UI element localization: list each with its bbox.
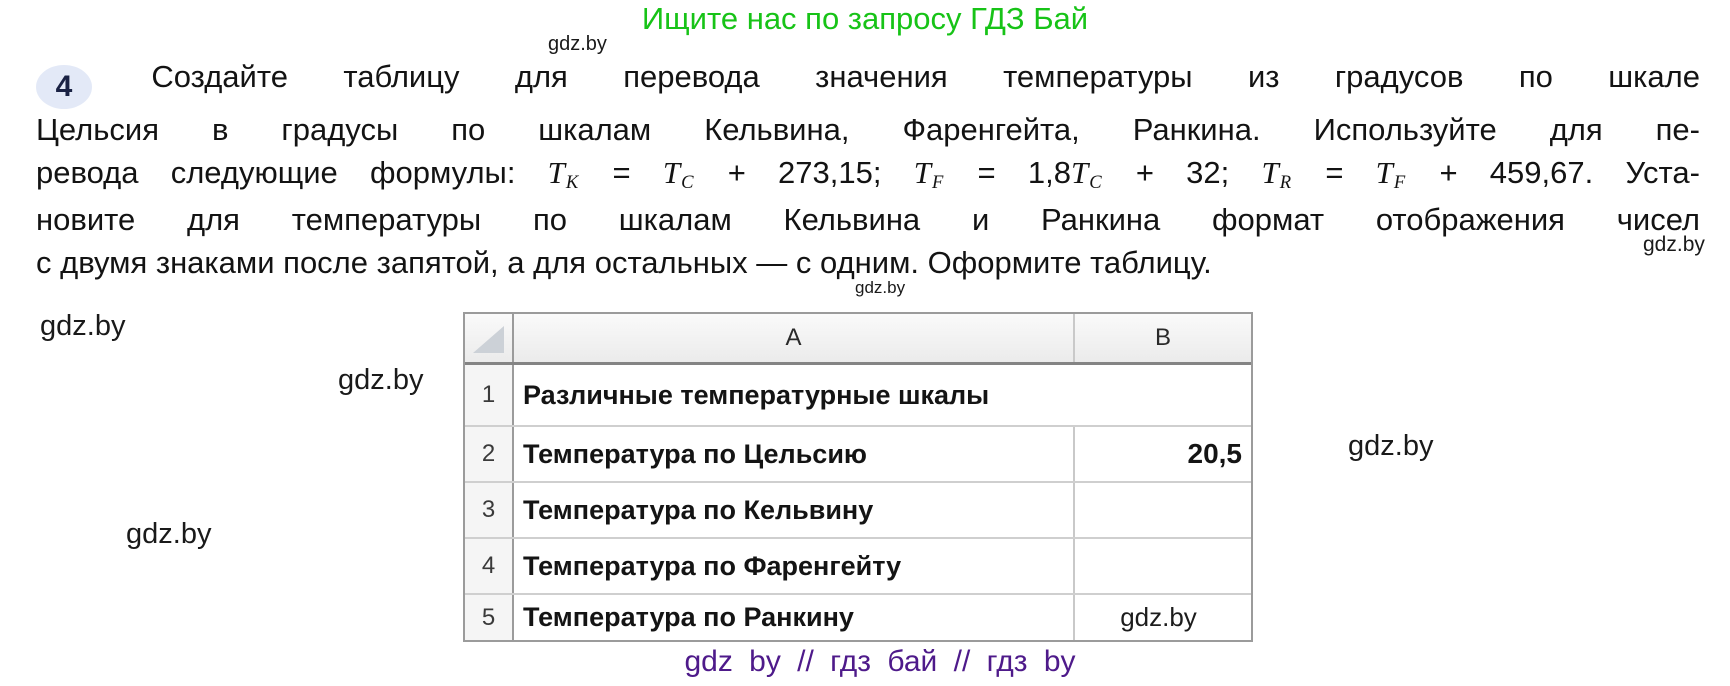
problem-number-badge: 4 (36, 65, 92, 109)
watermark-left-3: gdz.by (126, 518, 212, 550)
row-header-4: 4 (465, 539, 514, 593)
formula-subscript: F (1393, 171, 1406, 193)
watermark-above-table: gdz.by (855, 278, 906, 297)
cell-a5: Температура по Ранкину (514, 595, 1075, 640)
column-header-b: B (1154, 324, 1171, 351)
sheet-row-5 (465, 595, 1251, 640)
footer-tags: gdz by // гдз бай // гдз by (684, 645, 1076, 678)
problem-line-5: с двумя знаками после запятой, а для остальных — с одним. Оформите таблицу. (36, 244, 1212, 280)
formula-subscript: C (681, 171, 694, 193)
row-header-1: 1 (465, 365, 514, 425)
cell-a3: Температура по Кельвину (514, 483, 1075, 537)
problem-line-3: ревода следующие формулы: TK = TC + 273,15; TF = 1,8TC + 32; TR = TF + 459,67. Уста- (36, 154, 1700, 193)
watermark-top: gdz.by (548, 33, 607, 55)
watermark-left-1: gdz.by (40, 310, 126, 342)
select-all-cell (465, 314, 514, 362)
formula-variable: T (547, 154, 565, 190)
watermark-superscript: gdz.by (1643, 233, 1705, 256)
cell-b2: 20,5 (1187, 438, 1242, 469)
problem-line-4: новите для температуры по шкалам Кельвина и Ранкина формат отображения чисел (36, 202, 1700, 238)
formula-variable: T (662, 154, 681, 190)
sheet-row-3 (465, 483, 1251, 539)
formula-subscript: R (1279, 171, 1292, 193)
formula-variable: T (1261, 154, 1279, 190)
problem-line-2: Цельсия в градусы по шкалам Кельвина, Фаренгейта, Ранкина. Используйте для пе- (36, 112, 1700, 148)
cell-a4: Температура по Фаренгейту (514, 539, 1075, 593)
spreadsheet (463, 312, 1253, 642)
cell-b5-watermark: gdz.by (1120, 602, 1197, 632)
select-all-triangle-icon (473, 326, 504, 353)
formula-variable: T (913, 154, 931, 190)
cell-a2: Температура по Цельсию (514, 427, 1075, 481)
cell-b3 (1075, 483, 1251, 537)
formula-subscript: F (931, 171, 944, 193)
promo-heading: Ищите нас по запросу ГДЗ Бай (641, 1, 1089, 36)
watermark-left-2: gdz.by (338, 364, 424, 396)
sheet-row-4 (465, 539, 1251, 595)
sheet-row-2 (465, 427, 1251, 483)
cell-b4 (1075, 539, 1251, 593)
row-header-5: 5 (465, 595, 514, 640)
formula-subscript: K (565, 171, 579, 193)
formula-subscript: C (1089, 171, 1102, 193)
sheet-header-row (465, 314, 1251, 365)
sheet-row-1 (465, 365, 1251, 427)
problem-text (36, 56, 1700, 284)
formula-variable: T (1375, 154, 1393, 190)
problem-line-1: 4 Создайте таблицу для перевода значения температуры из градусов по шкале (36, 56, 1700, 109)
formula-variable: T (1070, 154, 1089, 190)
row-header-3: 3 (465, 483, 514, 537)
cell-a1: Различные температурные шкалы (523, 379, 990, 410)
watermark-right: gdz.by (1348, 430, 1434, 462)
row-header-2: 2 (465, 427, 514, 481)
column-header-a: A (514, 314, 1075, 362)
